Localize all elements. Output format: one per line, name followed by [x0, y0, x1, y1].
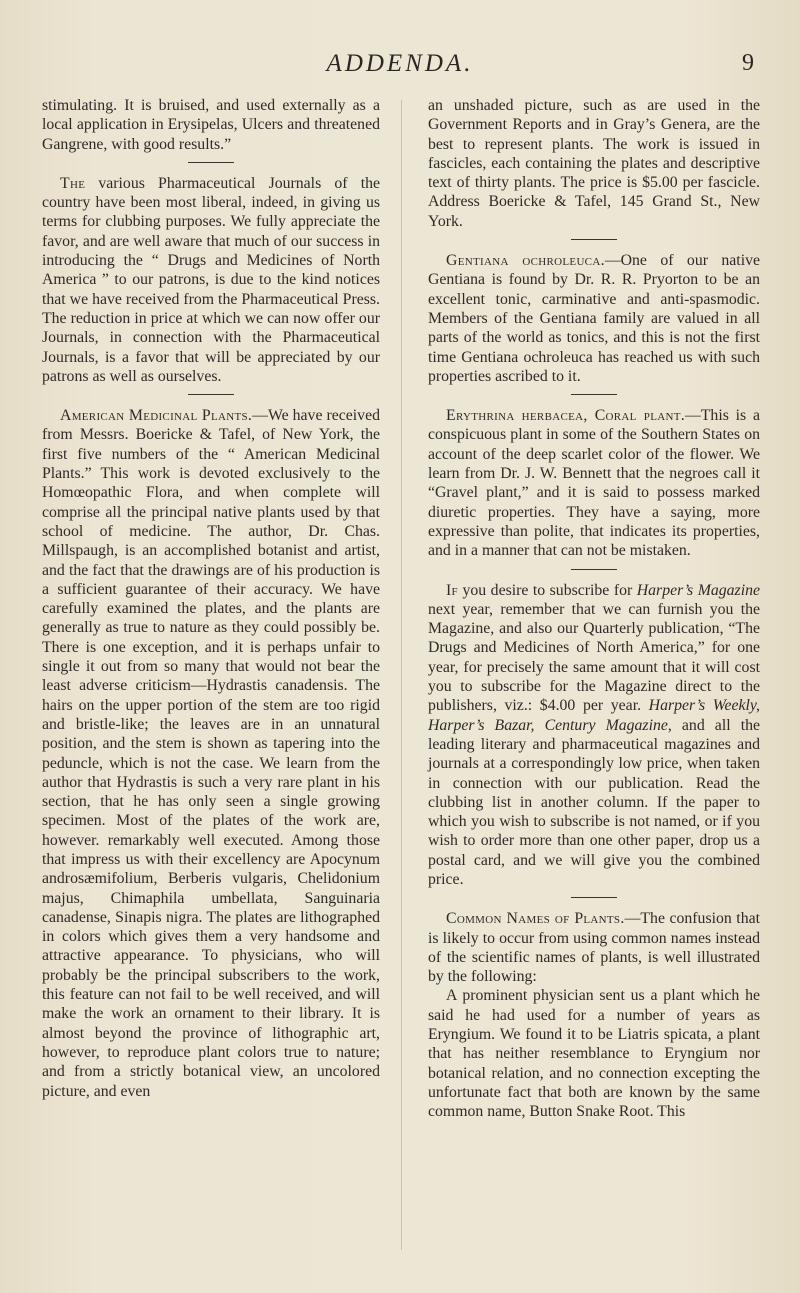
paragraph-pharmaceutical-journals	[42, 174, 380, 386]
paragraph-body: various Pharmaceutical Journals of the country have been most liberal, indeed, in giving us terms for clubbing purposes. We fully appreciate the favor, and are well aware that much of our success in introducing the “ Drugs and Medicines of North America ” to our patrons, is due to the kind notices that we have received from the Pharmaceutical Press. The reduction in price at which we can now offer our Journals, in connection with the Pharmaceutical Journals, is a favor that will be appreciated by our patrons as well as ourselves.	[42, 174, 380, 385]
paragraph-eryngium-example: A prominent physician sent us a plant which he said he had used for a number of years as Eryngium. We found it to be Liatris spicata, a plant that has neither resemblance to Eryngium nor botanical relation, and no connection excepting the unfortunate fact that both are known by the same common name, Button Snake Root. This	[428, 987, 760, 1121]
page-number: 9	[742, 50, 754, 76]
paragraph-heading: American Medicinal Plants.	[60, 407, 253, 425]
column-rule	[401, 100, 402, 1250]
paragraph-body: you desire to subscribe for	[457, 581, 637, 599]
paragraph-gentiana	[428, 251, 760, 386]
magazine-title: Harper’s Magazine	[636, 581, 760, 599]
paragraph-continued: stimulating. It is bruised, and used externally as a local application in Erysipelas, Ulcers and threatened Gangrene, with good results.”	[42, 97, 380, 153]
paragraph-body: , and all the leading literary and pharmaceutical magazines and journals at a correspondingly low price, when taken in connection with our publication. Read the clubbing list in another column. If the paper to which you wish to subscribe is not named, or if you wish to order more than one other paper, drop us a postal card, and we will give you the combined price.	[428, 716, 760, 888]
paragraph-lead: The	[60, 174, 86, 192]
section-divider	[188, 394, 234, 395]
paragraph-body: —The confusion that is likely to occur from using common names instead of the scientific names of plants, is well illustrated by the following:	[428, 910, 760, 986]
paragraph-heading: Common Names of Plants.	[446, 910, 625, 928]
section-divider	[571, 569, 617, 570]
paragraph-erythrina	[428, 406, 760, 560]
paragraph-harpers-subscription	[428, 581, 760, 890]
section-divider	[188, 162, 234, 163]
paragraph-heading: Erythrina herbacea, Coral plant.	[446, 407, 685, 425]
paragraph-lead: If	[446, 581, 458, 599]
paragraph-american-medicinal-plants	[42, 406, 380, 1101]
page-header	[0, 50, 800, 82]
paragraph-body: —We have received from Messrs. Boericke & Tafel, of New York, the first five numbers of the “ American Medicinal Plants.” This work is devoted exclusively to the Homœopathic Flora, and when complete will comprise all the principal native plants used by that school of medicine. The author, Dr. Chas. Millspaugh, is an accomplished botanist and artist, and the fact that the drawings are of his production is a sufficient guarantee of their accuracy. We have carefully examined the plates, and the plants are generally as true to nature as they could possibly be. There is one exception, and it is perhaps unfair to single it out from so many that would not bear the least adverse criticism—Hydrastis canadensis. The hairs on the upper portion of the stem are too rigid and bristle-like; the leaves are in an unnatural position, and the stem is shown as tapering into the peduncle, which is not the case. We learn from the author that Hydrastis is such a very rare plant in his section, that he has only seen a single growing specimen. Most of the plates of the work are, however. remarkably well executed. Among those that impress us with their excellency are Apocynum androsæmifolium, Berberis vulgaris, Chelidonium majus, Chimaphila umbellata, Sanguinaria canadense, Sinapis nigra. The plates are lithographed in colors which gives them a very handsome and attractive appearance. To physicians, who will probably be the principal subscribers to the work, this feature can not fail to be well received, and will make the work an ornament to their library. It is almost beyond the province of lithographic art, however, to reproduce plant colors true to nature; and from a strictly botanical view, an uncolored picture, and even	[42, 407, 380, 1100]
section-divider	[571, 239, 617, 240]
left-column	[42, 96, 380, 1101]
paragraph-body: next year, remember that we can furnish you the Magazine, and also our Quarterly publication, “The Drugs and Medicines of North America,” for one year, for precisely the same amount that it will cost you to subscribe for the Magazine direct to the publishers, viz.: $4.00 per year.	[428, 600, 760, 715]
paragraph-common-names	[428, 909, 760, 986]
paragraph-body: —One of our native Gentiana is found by Dr. R. R. Pryorton to be an excellent tonic, carminative and anti-spasmodic. Members of the Gentiana family are valued in all parts of the world as tonics, and this is not the first time Gentiana ochroleuca has reached us with such properties ascribed to it.	[428, 252, 760, 385]
right-column	[428, 96, 760, 1122]
section-divider	[571, 897, 617, 898]
paragraph-heading: Gentiana ochroleuca.	[446, 252, 605, 270]
paragraph-continued: an unshaded picture, such as are used in the Government Reports and in Gray’s Genera, are the best to represent plants. The work is issued in fascicles, each containing the plates and descriptive text of thirty plants. The price is $5.00 per fascicle. Address Boericke & Tafel, 145 Grand St., New York.	[428, 97, 760, 230]
magazine-titles: Harper’s Weekly, Harper’s Bazar, Century Magazine	[428, 697, 760, 734]
paragraph-body: —This is a conspicuous plant in some of the Southern States on account of the deep scarlet color of the flower. We learn from Dr. J. W. Bennett that the negroes call it “Gravel plant,” and it is said to possess marked diuretic properties. They have a saying, more expressive than polite, that indicates its properties, and in a manner that can not be mistaken.	[428, 407, 760, 560]
section-divider	[571, 394, 617, 395]
running-title: ADDENDA.	[326, 50, 474, 77]
